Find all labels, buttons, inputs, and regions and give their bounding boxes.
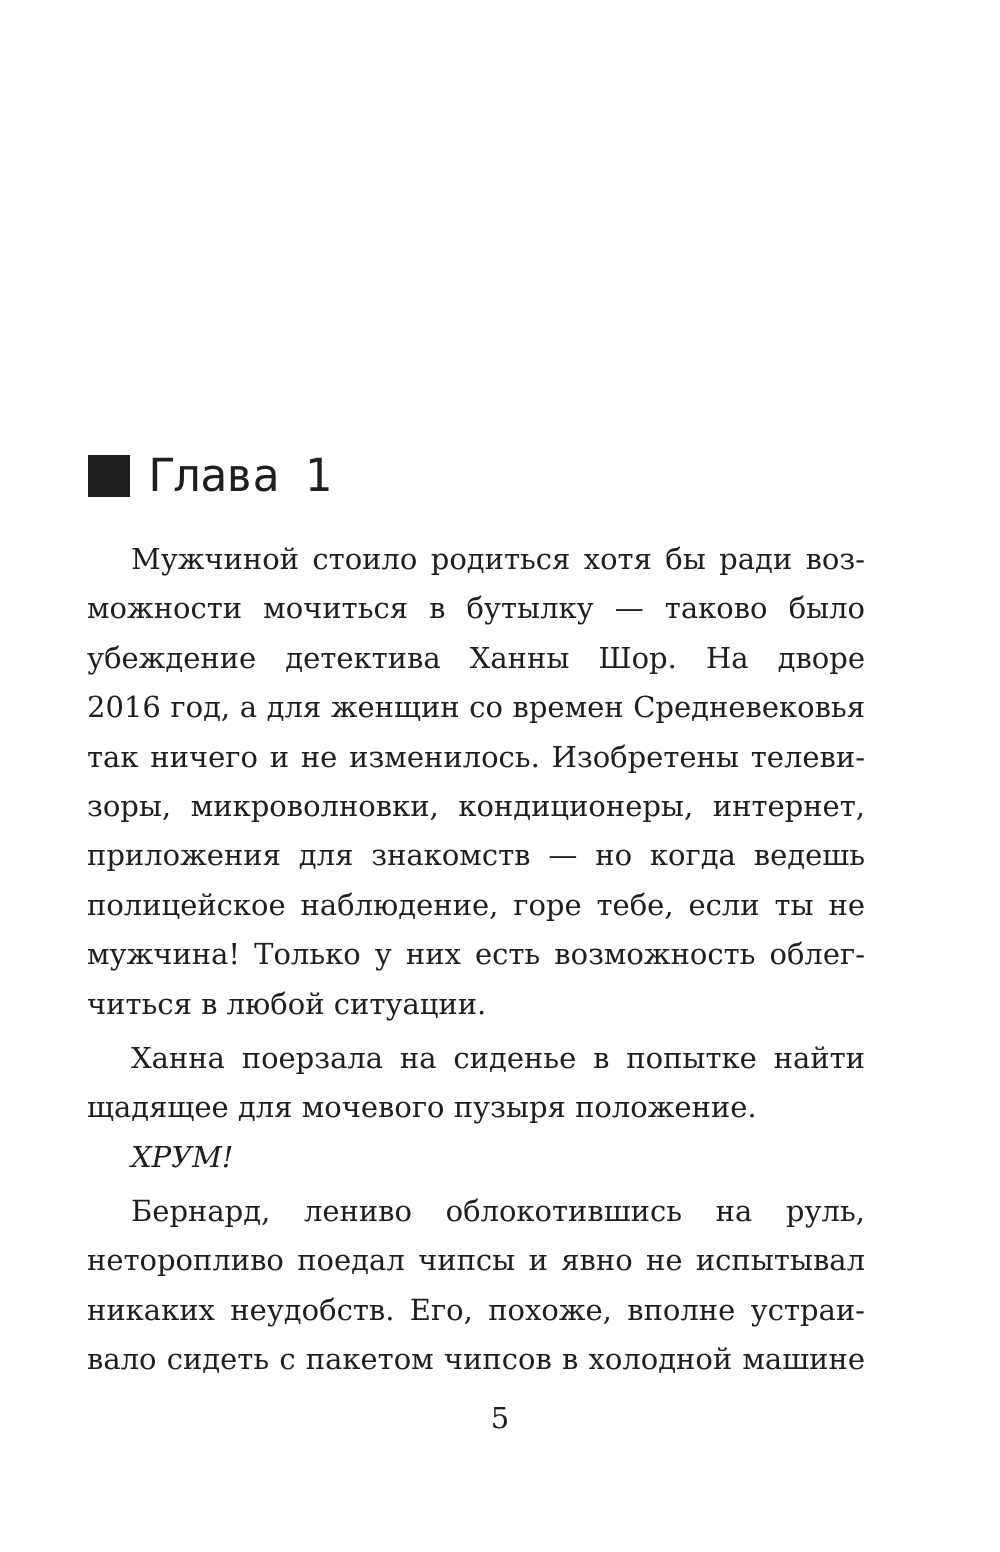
chapter-heading [88,446,331,506]
page-number: 5 [490,1401,510,1435]
body-text [87,535,865,1385]
text-line: полицейское наблюдение, горе тебе, если ты не [87,887,865,922]
text-line: зоры, микроволновки, кондиционеры, интернет, [87,788,865,823]
text-line-italic: ХРУМ! [131,1139,234,1174]
chapter-square-marker-icon [88,455,130,497]
text-line: Бернард, лениво облокотившись на руль, [131,1194,865,1229]
paragraph-4 [87,1187,865,1385]
text-line: Ханна поерзала на сиденье в попытке найти [131,1040,865,1075]
text-line: можности мочиться в бутылку — таково было [87,591,865,626]
text-line: 2016 год, а для женщин со времен Средневековья [87,690,865,725]
paragraph-1 [87,535,865,1029]
text-line: приложения для знакомств — но когда ведешь [87,838,865,873]
paragraph-3 [87,1133,865,1182]
text-line: вало сидеть с пакетом чипсов в холодной машине [87,1342,865,1377]
text-line: убеждение детектива Ханны Шор. На дворе [87,640,865,675]
text-line: Мужчиной стоило родиться хотя бы ради воз- [131,542,865,576]
text-line: мужчина! Только у них есть возможность облег- [87,937,865,972]
text-line: никаких неудобств. Его, похоже, вполне устраи- [87,1292,865,1327]
text-line: щадящее для мочевого пузыря положение. [87,1090,757,1125]
text-line: так ничего и не изменилось. Изобретены телеви- [87,739,865,774]
text-line: читься в любой ситуации. [87,986,487,1021]
chapter-title: Глава 1 [148,449,331,502]
text-line: неторопливо поедал чипсы и явно не испытывал [87,1243,865,1278]
paragraph-2 [87,1034,865,1133]
